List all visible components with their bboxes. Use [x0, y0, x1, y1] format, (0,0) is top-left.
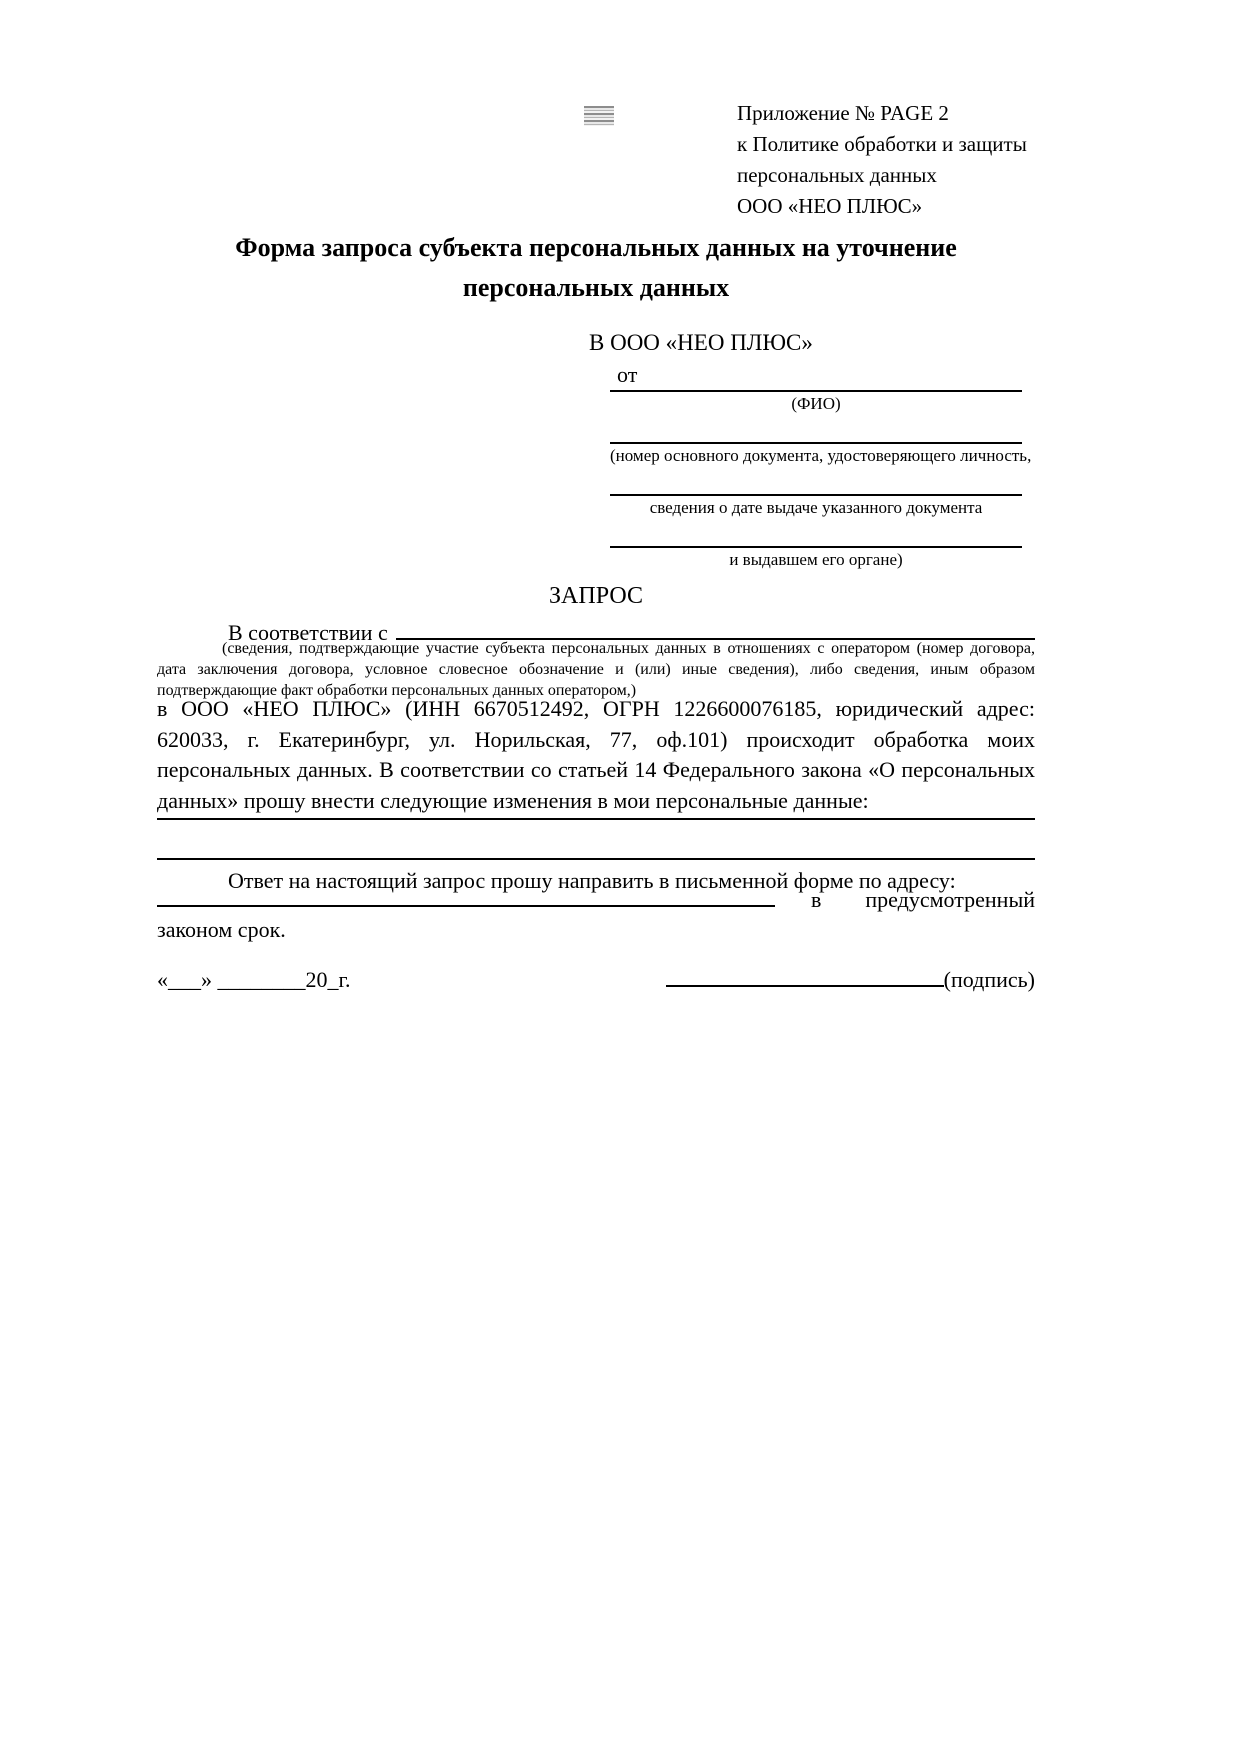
applicant-fields [610, 388, 1032, 596]
reply-request-text: Ответ на настоящий запрос прошу направить в письменной форме по адресу: [228, 868, 956, 893]
issuing-authority-caption: и выдавшем его органе) [729, 550, 903, 569]
request-body-paragraph: в ООО «НЕО ПЛЮС» (ИНН 6670512492, ОГРН 1226600076185, юридический адрес: 620033, г. Екатеринбург, ул. Норильская, 77, оф.101) происходит обработка моих персональных данных. В соответствии со статьей 14 Федерального закона «О персональных данных» прошу внести следующие изменения в мои персональные данные: [157, 696, 1035, 813]
document-number-caption: (номер основного документа, удостоверяющего личность, [610, 446, 1032, 465]
fio-field [610, 388, 1022, 415]
issuing-authority-field [610, 544, 1022, 571]
header-line-appendix: Приложение № PAGE 2 [737, 101, 949, 125]
document-number-blank-line [610, 440, 1022, 444]
from-label: от [617, 362, 638, 387]
issuing-authority-blank-line [610, 544, 1022, 548]
blank-rule [157, 856, 1035, 860]
signature-blank-line [666, 960, 944, 987]
fio-caption: (ФИО) [791, 394, 841, 413]
intro-text: В соответствии с [228, 620, 388, 646]
signature-caption: (подпись) [943, 967, 1035, 993]
date-blank-text: «___» ________20_г. [157, 967, 351, 993]
request-heading: ЗАПРОС [549, 583, 643, 609]
changes-blank-line-2 [157, 856, 1035, 860]
word-field-artifact-icon [584, 106, 614, 126]
header-line-company: ООО «НЕО ПЛЮС» [737, 194, 923, 218]
reply-word-in: в [811, 887, 822, 913]
blank-rule [157, 816, 1035, 820]
reply-term-text: законом срок. [157, 917, 286, 942]
issue-date-caption: сведения о дате выдаче указанного документа [649, 498, 983, 517]
appendix-header [737, 98, 1027, 222]
changes-blank-line-1 [157, 816, 1035, 820]
reply-address-row [157, 880, 1035, 913]
reply-word-term: предусмотренный [865, 887, 1035, 913]
date-signature-row [157, 960, 1035, 995]
basis-blank-line [396, 614, 1035, 640]
header-line-policy: к Политике обработки и защиты [737, 132, 1027, 156]
issue-date-field [610, 492, 1022, 519]
form-title: Форма запроса субъекта персональных данных на уточнение персональных данных [235, 233, 957, 302]
document-number-field [610, 440, 1032, 467]
address-blank-line [157, 880, 775, 907]
fio-blank-line [610, 388, 1022, 392]
issue-date-blank-line [610, 492, 1022, 496]
addressee-company: В ООО «НЕО ПЛЮС» [589, 330, 813, 355]
basis-fine-print: (сведения, подтверждающие участие субъекта персональных данных в отношениях с оператором (номер договора, дата заключения договора, условное словесное обозначение и (или) иные сведения), либо сведения, иным образом подтверждающие факт обработки персональных данных оператором,) [157, 640, 1035, 699]
header-line-personal-data: персональных данных [737, 163, 937, 187]
